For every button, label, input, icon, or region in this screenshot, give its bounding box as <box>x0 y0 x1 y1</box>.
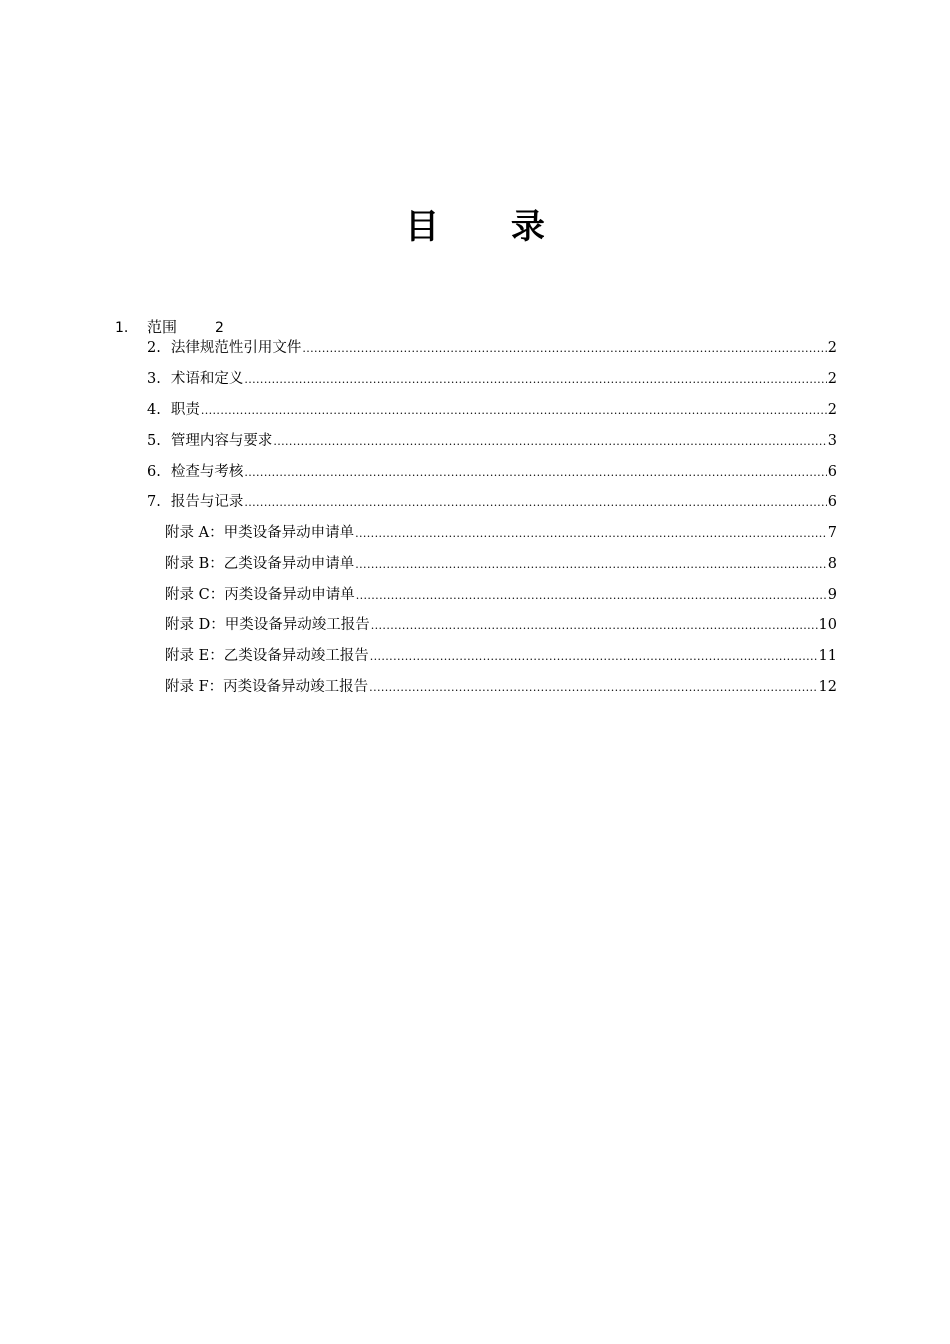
toc-entry-page: 11 <box>818 648 837 664</box>
toc-entry-label: 法律规范性引用文件 <box>170 340 302 356</box>
toc-entry-4[interactable] <box>147 399 837 422</box>
toc-entry-page: 10 <box>818 617 837 633</box>
dot-leader <box>244 369 826 391</box>
toc-entry-number: 5. <box>147 433 161 449</box>
toc-appendix-b[interactable] <box>165 553 837 576</box>
toc-entry-page: 12 <box>818 679 837 695</box>
dot-leader <box>244 492 826 514</box>
toc-entry-number: 1. <box>115 320 129 336</box>
toc-entry-page: 2 <box>827 371 837 387</box>
toc-appendix-c[interactable] <box>165 584 837 607</box>
toc-entry-label: 管理内容与要求 <box>170 433 273 449</box>
toc-entry-page: 3 <box>827 433 837 449</box>
toc-entry-page: 7 <box>827 525 837 541</box>
dot-leader <box>369 677 817 699</box>
toc-appendix-f[interactable] <box>165 676 837 699</box>
toc-entry-label: 附录 A：甲类设备异动申请单 <box>165 525 355 541</box>
toc-entry-2[interactable] <box>147 337 837 360</box>
toc-entry-page: 2 <box>827 402 837 418</box>
toc-entry-label: 报告与记录 <box>170 494 244 510</box>
dot-leader <box>355 523 827 545</box>
toc-entry-number: 6. <box>147 464 161 480</box>
toc-appendix-d[interactable] <box>165 614 837 637</box>
toc-entry-label: 附录 C：丙类设备异动申请单 <box>165 587 355 603</box>
dot-leader <box>371 615 818 637</box>
toc-entry-1[interactable] <box>115 316 224 339</box>
toc-entry-page: 2 <box>827 340 837 356</box>
toc-entry-6[interactable] <box>147 461 837 484</box>
toc-entry-number: 7. <box>147 494 161 510</box>
dot-leader <box>302 338 826 360</box>
toc-entry-label: 职责 <box>170 402 200 418</box>
toc-entry-number: 4. <box>147 402 161 418</box>
toc-entry-7[interactable] <box>147 491 837 514</box>
toc-entry-5[interactable] <box>147 430 837 453</box>
dot-leader <box>244 462 826 484</box>
toc-entry-label: 附录 B：乙类设备异动申请单 <box>165 556 355 572</box>
toc-entry-label: 检查与考核 <box>170 464 244 480</box>
toc-entry-page: 8 <box>827 556 837 572</box>
dot-leader <box>370 646 818 668</box>
toc-entry-number: 2. <box>147 340 161 356</box>
toc-appendix-e[interactable] <box>165 645 837 668</box>
dot-leader <box>356 585 827 607</box>
dot-leader <box>273 431 826 453</box>
toc-entry-page: 2 <box>215 320 224 336</box>
toc-entry-label: 范围 <box>147 318 178 336</box>
toc-entry-label: 附录 F：丙类设备异动竣工报告 <box>165 679 369 695</box>
toc-entry-label: 附录 D：甲类设备异动竣工报告 <box>165 617 370 633</box>
dot-leader <box>201 400 827 422</box>
toc-appendix-a[interactable] <box>165 522 837 545</box>
toc-entry-page: 6 <box>827 494 837 510</box>
toc-entry-page: 9 <box>827 587 837 603</box>
toc-entry-label: 术语和定义 <box>170 371 244 387</box>
toc-entry-3[interactable] <box>147 368 837 391</box>
toc-entry-number: 3. <box>147 371 161 387</box>
toc-title: 目 录 <box>405 207 575 247</box>
toc-entry-page: 6 <box>827 464 837 480</box>
dot-leader <box>355 554 827 576</box>
toc-entry-label: 附录 E：乙类设备异动竣工报告 <box>165 648 369 664</box>
